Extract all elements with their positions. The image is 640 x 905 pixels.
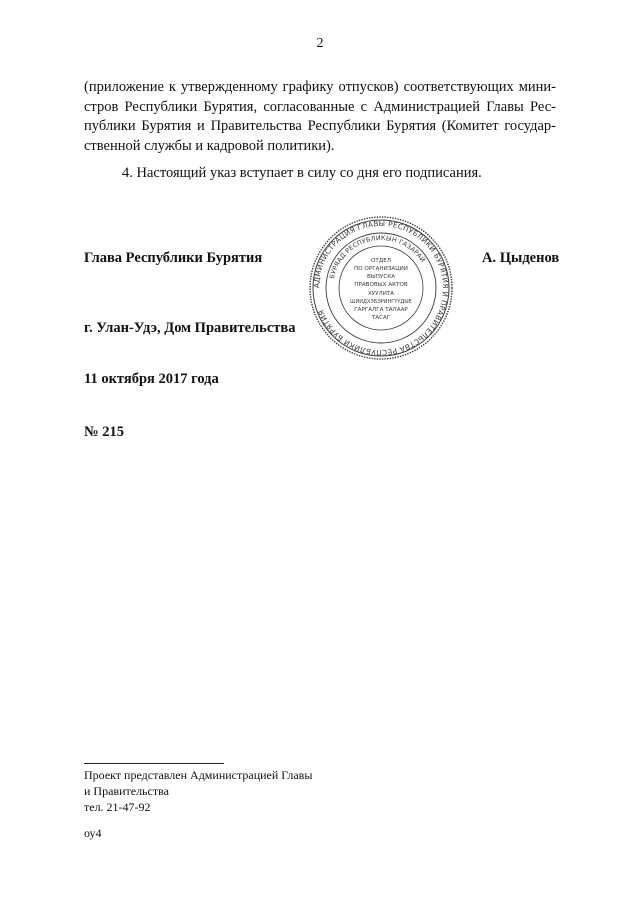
signatory-name: А. Цыденов (482, 250, 560, 266)
decree-number: № 215 (84, 424, 124, 440)
footer-divider (84, 763, 224, 764)
paragraph-1-line: (приложение к утвержденному графику отпусков) соответствующих мини- (84, 79, 556, 95)
seal-center-line: ГАРГАЛГА ТАЛААР (354, 307, 408, 313)
seal-center-line: ХУУЛИТА (367, 291, 395, 297)
seal-center-line: ТАСАГ (371, 315, 391, 321)
official-seal-icon (308, 215, 454, 361)
footer-line: и Правительства (84, 784, 169, 798)
seal-center-line: ШИИДХЭБЭРИНГҮҮДЫЕ (350, 299, 412, 305)
document-code: оу4 (84, 826, 102, 840)
footer-line: Проект представлен Администрацией Главы (84, 768, 313, 782)
seal-center-line: ПО ОРГАНИЗАЦИИ (354, 266, 408, 272)
signing-date: 11 октября 2017 года (84, 371, 219, 387)
seal-center-line: ВЫПУСКА (366, 274, 396, 280)
paragraph-2: 4. Настоящий указ вступает в силу со дня его подписания. (122, 165, 482, 181)
paragraph-1-line: стров Республики Бурятия, согласованные с Администрацией Главы Рес- (84, 98, 556, 115)
page-number: 2 (316, 36, 324, 51)
seal-center-line: ОТДЕЛ (371, 258, 391, 264)
footer-note (84, 767, 312, 815)
paragraph-1-line: публики Бурятия и Правительства Республики Бурятия (Комитет государ- (84, 118, 556, 134)
seal-center-line: ПРАВОВЫХ АКТОВ (354, 282, 408, 288)
seal-outer-text: АДМИНИСТРАЦИЯ ГЛАВЫ РЕСПУБЛИКИ БУРЯТИЯ И ПРАВИТЕЛЬСТВА РЕСПУБЛИКИ БУРЯТИЯ (311, 218, 451, 358)
paragraph-1 (84, 78, 556, 156)
seal-inner-text: БУРЯАД РЕСПУБЛИКЫН ГАЗАРАЙ (327, 233, 427, 280)
signatory-position: Глава Республики Бурятия (84, 250, 263, 266)
signing-place: г. Улан-Удэ, Дом Правительства (84, 320, 296, 336)
paragraph-1-line: ственной службы и кадровой политики). (84, 137, 335, 154)
footer-phone: тел. 21-47-92 (84, 800, 151, 814)
